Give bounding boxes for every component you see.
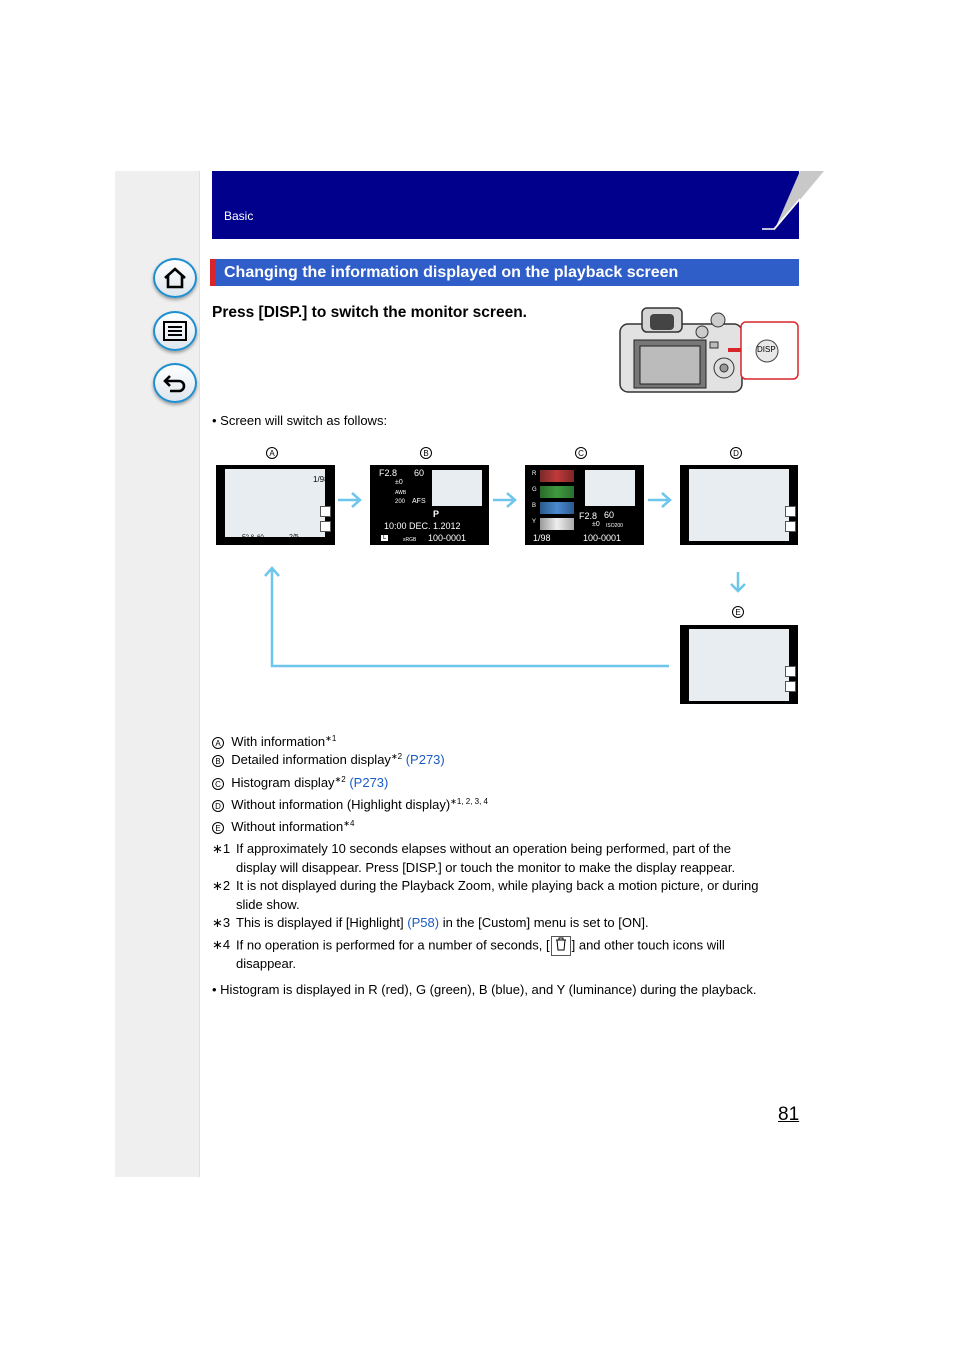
note-4 <box>236 936 725 956</box>
note-4-pre: If no operation is performed for a number of seconds, [ <box>236 937 550 953</box>
screen-a-aperture: F2.8 <box>242 535 255 541</box>
final-bullet: • Histogram is displayed in R (red), G (green), B (blue), and Y (luminance) during the playback. <box>212 982 757 997</box>
screen-b-ev: ±0 <box>395 479 403 486</box>
note-3 <box>236 914 649 932</box>
histogram-r-label: R <box>532 471 537 477</box>
legend-a-marker: A <box>212 737 224 749</box>
legend-b-marker: B <box>212 755 224 767</box>
legend-c-sup: ∗2 <box>334 775 346 784</box>
home-button[interactable] <box>153 258 197 298</box>
legend-c-marker: C <box>212 778 224 790</box>
page-number: 81 <box>778 1104 800 1125</box>
legend-a <box>212 733 336 751</box>
disp-button-label: DISP <box>757 345 776 354</box>
back-icon <box>162 372 188 394</box>
legend-a-sup: ∗1 <box>325 734 337 743</box>
note-4-line2: disappear. <box>236 956 296 971</box>
header-section-label: Basic <box>224 209 254 223</box>
screen-b-size: L <box>383 535 387 541</box>
screen-b-file: 100-0001 <box>428 533 467 543</box>
label-e: E <box>732 606 744 618</box>
legend-e-marker: E <box>212 822 224 834</box>
note-2-line1: It is not displayed during the Playback Zoom, while playing back a motion picture, or during <box>236 878 759 893</box>
header-bar <box>212 171 799 239</box>
note-2-line2: slide show. <box>236 897 300 912</box>
legend-e-text: Without information <box>231 819 344 834</box>
screen-c-shutter: 60 <box>604 510 615 520</box>
note-3-mark: ∗3 <box>212 915 231 930</box>
section-title: Changing the information displayed on the playback screen <box>210 259 799 286</box>
instruction-heading: Press [DISP.] to switch the monitor screen. <box>212 304 527 321</box>
note-2-mark: ∗2 <box>212 878 231 893</box>
screen-c-aperture: F2.8 <box>579 511 598 521</box>
histogram-g-label: G <box>532 487 537 493</box>
note-3-link[interactable]: (P58) <box>407 915 440 930</box>
screen-b-wb: AWB <box>395 490 407 496</box>
legend-d <box>212 796 488 814</box>
legend-d-text: Without information (Highlight display) <box>231 797 451 812</box>
screen-b-iso: 200 <box>395 499 406 505</box>
screen-c-file: 100-0001 <box>583 533 622 543</box>
note-3-pre: This is displayed if [Highlight] <box>236 915 404 930</box>
note-1-line1: If approximately 10 seconds elapses without an operation being performed, part of the <box>236 841 732 856</box>
legend-d-marker: D <box>212 800 224 812</box>
label-b: B <box>420 447 432 459</box>
screen-b-datetime: 10:00 DEC. 1.2012 <box>384 521 461 531</box>
screen-a-counter: 1/98 <box>313 475 329 484</box>
histogram-b-label: B <box>532 503 537 509</box>
screen-b-focus: AFS <box>412 498 426 505</box>
home-icon <box>162 266 188 290</box>
label-c: C <box>575 447 587 459</box>
screen-b-aperture: F2.8 <box>379 468 398 478</box>
menu-button[interactable] <box>153 311 197 351</box>
intro-bullet-text: Screen will switch as follows: <box>220 413 388 428</box>
label-a: A <box>266 447 278 459</box>
screen-b-mode: P <box>433 509 440 519</box>
intro-bullet: • Screen will switch as follows: <box>212 413 388 428</box>
header-corner <box>760 171 824 241</box>
screen-c-ev: ±0 <box>592 521 600 528</box>
back-button[interactable] <box>153 363 197 403</box>
note-1-mark: ∗1 <box>212 841 231 856</box>
legend-c-link[interactable]: (P273) <box>349 775 389 790</box>
legend-e-sup: ∗4 <box>343 819 355 828</box>
note-4-mark: ∗4 <box>212 937 231 952</box>
screen-a-frame: 2/5 <box>289 534 299 541</box>
legend-b-link[interactable]: (P273) <box>405 752 445 767</box>
legend-d-sup: ∗1, 2, 3, 4 <box>450 797 489 806</box>
note-1-line2: display will disappear. Press [DISP.] or touch the monitor to make the display reappear. <box>236 860 736 875</box>
menu-icon <box>162 320 188 342</box>
legend-c <box>212 774 388 792</box>
legend-c-text: Histogram display <box>231 775 335 790</box>
legend-e <box>212 818 354 836</box>
legend-b-sup: ∗2 <box>390 752 403 761</box>
flow-arrows <box>200 480 820 680</box>
legend-b-text: Detailed information display <box>231 752 391 767</box>
trash-icon <box>551 936 571 956</box>
histogram-y-label: Y <box>532 519 537 525</box>
trash-icon <box>785 681 796 692</box>
final-bullet-text: Histogram is displayed in R (red), G (green), B (blue), and Y (luminance) during the playback. <box>220 982 757 997</box>
screen-c-counter: 1/98 <box>533 533 551 543</box>
screen-a-shutter: 60 <box>257 535 264 541</box>
note-4-post: ] and other touch icons will <box>571 937 725 953</box>
screen-b-color: sRGB <box>403 537 417 543</box>
screen-c-iso: ISO200 <box>606 523 623 529</box>
label-d: D <box>730 447 742 459</box>
note-3-post: in the [Custom] menu is set to [ON]. <box>442 915 649 930</box>
legend-a-text: With information <box>231 734 326 749</box>
screen-b-shutter: 60 <box>414 468 425 478</box>
legend-b <box>212 751 445 769</box>
